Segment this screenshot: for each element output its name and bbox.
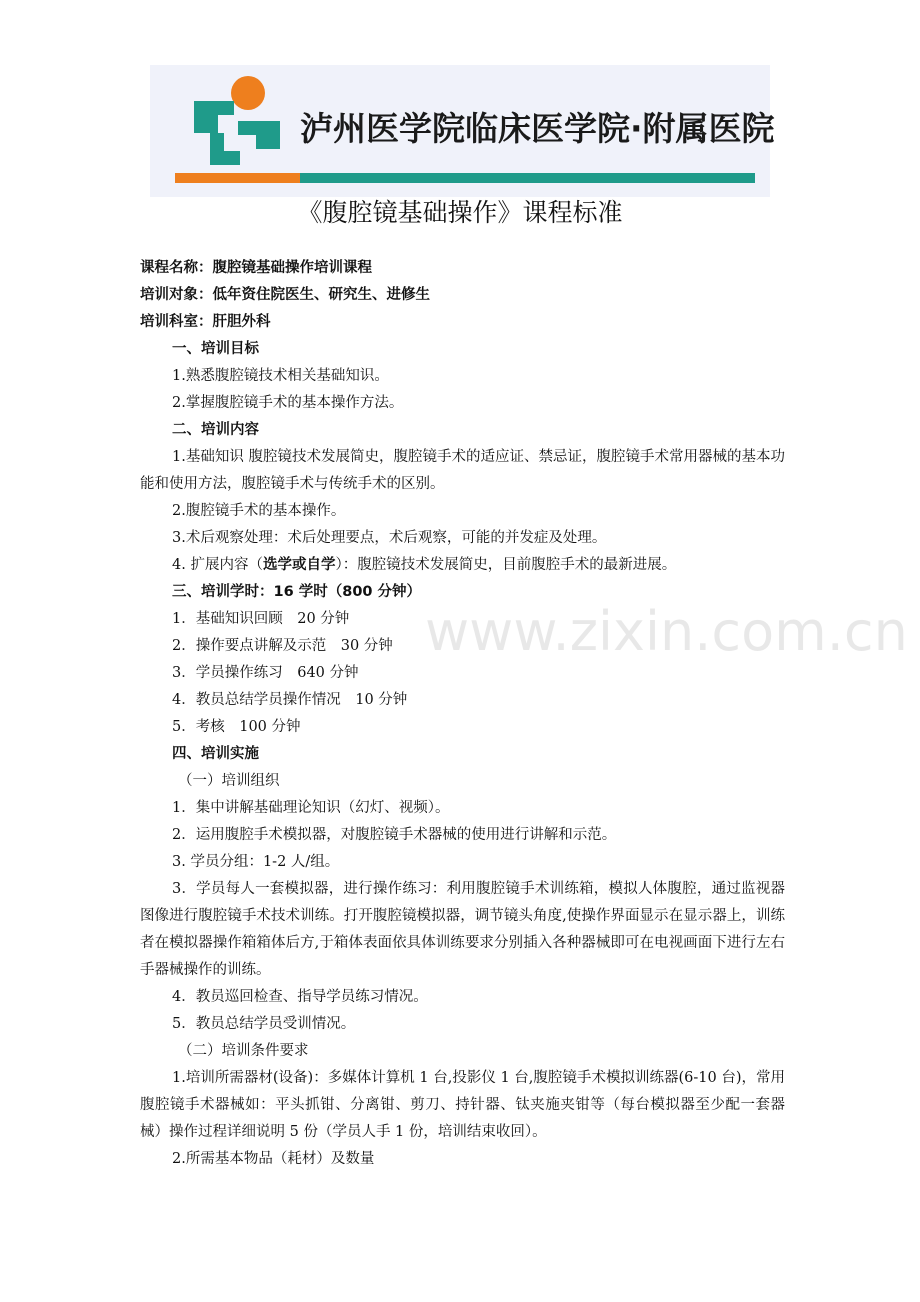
document-body bbox=[140, 255, 785, 1173]
watermark: www.zixin.com.cn bbox=[425, 600, 908, 663]
list-item: 2.腹腔镜手术的基本操作。 bbox=[172, 503, 346, 519]
list-item: 4．教员巡回检查、指导学员练习情况。 bbox=[172, 989, 428, 1005]
list-item bbox=[140, 552, 785, 579]
subsection-heading: （二）培训条件要求 bbox=[178, 1043, 309, 1059]
list-item: 5．考核 100 分钟 bbox=[172, 719, 301, 735]
paragraph: 3．学员每人一套模拟器，进行操作练习：利用腹腔镜手术训练箱，模拟人体腹腔，通过监视器图像进行腹腔镜手术技术训练。打开腹腔镜模拟器，调节镜头角度,使操作界面显示在显示器上，训练者在模拟器操作箱箱体后方,于箱体表面依具体训练要求分别插入各种器械即可在电视画面下进行左右手器械操作的训练。 bbox=[140, 881, 785, 978]
section-heading: 一、培训目标 bbox=[172, 341, 259, 357]
list-item: 2.掌握腹腔镜手术的基本操作方法。 bbox=[172, 395, 404, 411]
list-item: 2．操作要点讲解及示范 30 分钟 bbox=[172, 638, 393, 654]
bold-text: 选学或自学 bbox=[262, 557, 336, 573]
list-item: 3.术后观察处理：术后处理要点，术后观察，可能的并发症及处理。 bbox=[172, 530, 607, 546]
section-heading: 四、培训实施 bbox=[172, 746, 259, 762]
list-item: 2.所需基本物品（耗材）及数量 bbox=[172, 1151, 375, 1167]
list-item: 3. 学员分组：1-2 人/组。 bbox=[172, 854, 340, 870]
section-heading: 二、培训内容 bbox=[172, 422, 259, 438]
text-suffix: ）：腹腔镜技术发展简史，目前腹腔手术的最新进展。 bbox=[335, 557, 677, 573]
course-name: 课程名称：腹腔镜基础操作培训课程 bbox=[140, 260, 372, 276]
text-prefix: 4. 扩展内容（ bbox=[172, 557, 263, 573]
list-item: 1．集中讲解基础理论知识（幻灯、视频）。 bbox=[172, 800, 450, 816]
training-audience: 培训对象：低年资住院医生、研究生、进修生 bbox=[140, 287, 430, 303]
list-item: 1．基础知识回顾 20 分钟 bbox=[172, 611, 350, 627]
paragraph: 1.基础知识 腹腔镜技术发展简史，腹腔镜手术的适应证、禁忌证，腹腔镜手术常用器械的基本功能和使用方法，腹腔镜手术与传统手术的区别。 bbox=[140, 449, 785, 492]
banner-orange-bar bbox=[175, 173, 300, 183]
list-item: 3．学员操作练习 640 分钟 bbox=[172, 665, 359, 681]
section-heading: 三、培训学时：16 学时（800 分钟） bbox=[172, 584, 422, 600]
list-item: 2．运用腹腔手术模拟器，对腹腔镜手术器械的使用进行讲解和示范。 bbox=[172, 827, 617, 843]
hospital-cross-logo-icon bbox=[190, 71, 285, 166]
paragraph: 1.培训所需器材(设备)：多媒体计算机 1 台,投影仪 1 台,腹腔镜手术模拟训练器(6-10 台)，常用腹腔镜手术器械如：平头抓钳、分离钳、剪刀、持针器、钛夹施夹钳等（每台模拟器至少配一套器械）操作过程详细说明 5 份（学员人手 1 份，培训结束收回）。 bbox=[140, 1070, 785, 1140]
list-item: 5．教员总结学员受训情况。 bbox=[172, 1016, 356, 1032]
hospital-name: 泸州医学院临床医学院·附属医院 bbox=[300, 109, 775, 148]
list-item: 1.熟悉腹腔镜技术相关基础知识。 bbox=[172, 368, 389, 384]
list-item: 4．教员总结学员操作情况 10 分钟 bbox=[172, 692, 408, 708]
header-banner bbox=[150, 65, 775, 197]
training-department: 培训科室：肝胆外科 bbox=[140, 314, 271, 330]
document-title: 《腹腔镜基础操作》课程标准 bbox=[297, 198, 623, 227]
banner-teal-bar bbox=[300, 173, 755, 183]
subsection-heading: （一）培训组织 bbox=[178, 773, 280, 789]
